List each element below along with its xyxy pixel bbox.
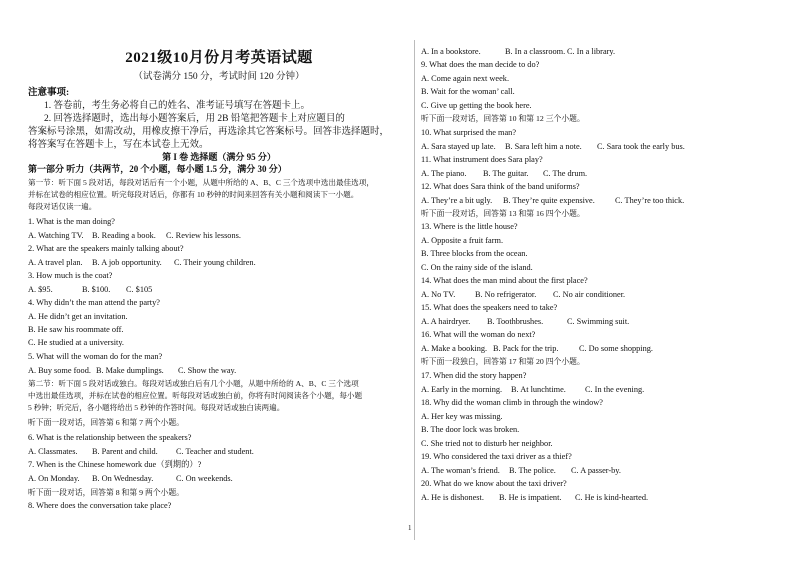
- option-c[interactable]: C. In the evening.: [585, 385, 645, 394]
- question-14: 14. What does the man mind about the first place?: [421, 276, 588, 285]
- option-a[interactable]: A. Classmates.: [28, 446, 92, 457]
- part1-title: 第一部分 听力（共两节，20 个小题，每小题 1.5 分，满分 30 分）: [28, 164, 287, 174]
- question-8: 8. Where does the conversation take place?: [28, 501, 172, 510]
- option-b[interactable]: B. Pack for the trip.: [493, 344, 559, 353]
- option-b[interactable]: B. No refrigerator.: [475, 290, 537, 299]
- option-c[interactable]: C. Show the way.: [178, 366, 237, 375]
- option-b[interactable]: B. A job opportunity.: [92, 258, 162, 267]
- option-b[interactable]: B. $100.: [82, 285, 111, 294]
- column-divider: [414, 40, 415, 540]
- page-number: 1: [408, 524, 412, 532]
- options-3: [28, 284, 152, 295]
- options-11: [421, 168, 587, 179]
- option-b[interactable]: B. On Wednesday.: [92, 474, 154, 483]
- option-c[interactable]: C. Their young children.: [174, 258, 256, 267]
- right-column: [421, 0, 771, 561]
- question-9: 9. What does the man decide to do?: [421, 60, 540, 69]
- option-a[interactable]: A. The woman’s friend.: [421, 466, 500, 475]
- options-14: [421, 289, 625, 300]
- note-line: 答案标号涂黑，如需改动，用橡皮擦干净后，再选涂其它答案标号。回答非选择题时，: [28, 127, 390, 137]
- question-4: 4. Why didn’t the man attend the party?: [28, 298, 160, 307]
- option-c[interactable]: C. Teacher and student.: [176, 447, 254, 456]
- option-c[interactable]: C. On the rainy side of the island.: [421, 263, 533, 272]
- option-a[interactable]: A. Make a booking.: [421, 344, 488, 353]
- option-b[interactable]: B. Reading a book.: [92, 231, 156, 240]
- option-c[interactable]: C. In a library.: [567, 47, 616, 56]
- option-b[interactable]: B. Wait for the woman’ call.: [421, 87, 515, 96]
- question-13: 13. Where is the little house?: [421, 222, 518, 231]
- options-6-real: [28, 446, 254, 457]
- option-a[interactable]: A. Early in the morning.: [421, 385, 503, 394]
- instruction-8-9: 听下面一段对话，回答第 8 和第 9 两个小题。: [28, 488, 184, 497]
- question-2: 2. What are the speakers mainly talking about?: [28, 244, 184, 253]
- note-line: 2. 回答选择题时，选出每小题答案后，用 2B 铅笔把答题卡上对应题目的: [44, 114, 345, 124]
- options-2: [28, 257, 256, 268]
- option-a[interactable]: A. Her key was missing.: [421, 412, 503, 421]
- option-a[interactable]: A. Watching TV.: [28, 231, 84, 240]
- notes-heading: 注意事项:: [28, 88, 70, 98]
- option-c[interactable]: C. Do some shopping.: [579, 344, 653, 353]
- instruction-13-16: 听下面一段对话，回答第 13 和第 16 四个小题。: [421, 209, 585, 218]
- option-c[interactable]: C. No air conditioner.: [553, 290, 626, 299]
- options-19: [421, 465, 621, 476]
- options-15: [421, 316, 629, 327]
- option-c[interactable]: C. On weekends.: [176, 474, 233, 483]
- option-c[interactable]: C. She tried not to disturb her neighbor.: [421, 439, 553, 448]
- options-17: [421, 384, 644, 395]
- note-line: 1. 答卷前，考生务必将自己的姓名、准考证号填写在答题卡上。: [44, 101, 311, 111]
- option-a[interactable]: A. $95.: [28, 285, 53, 294]
- option-c[interactable]: C. The drum.: [543, 169, 588, 178]
- question-1: 1. What is the man doing?: [28, 217, 115, 226]
- left-column: [28, 0, 410, 561]
- option-a[interactable]: A. In a bookstore.: [421, 47, 481, 56]
- option-b[interactable]: B. Sara left him a note.: [505, 142, 582, 151]
- question-18: 18. Why did the woman climb in through the window?: [421, 398, 603, 407]
- exam-title: 2021级10月份月考英语试题: [125, 50, 313, 66]
- question-11: 11. What instrument does Sara play?: [421, 155, 543, 164]
- option-b[interactable]: B. Three blocks from the ocean.: [421, 249, 528, 258]
- option-b[interactable]: B. The guitar.: [483, 169, 529, 178]
- option-c[interactable]: C. Give up getting the book here.: [421, 101, 532, 110]
- instruction-line: 并标在试卷的相应位置。听完每段对话后，你都有 10 秒钟的时间来回答有关小题和阅读下一小题。: [28, 190, 359, 199]
- option-a[interactable]: A. He is dishonest.: [421, 493, 484, 502]
- instruction-6-7: 听下面一段对话，回答第 6 和第 7 两个小题。: [28, 418, 184, 427]
- option-c[interactable]: C. Sara took the early bus.: [597, 142, 685, 151]
- options-1: [28, 230, 241, 241]
- option-c[interactable]: C. He studied at a university.: [28, 338, 125, 347]
- note-line: 将答案写在答题卡上，写在本试卷上无效。: [28, 140, 209, 150]
- option-a[interactable]: A. A hairdryer.: [421, 317, 471, 326]
- option-a[interactable]: A. He didn’t get an invitation.: [28, 312, 128, 321]
- option-c[interactable]: C. They’re too thick.: [615, 196, 685, 205]
- option-b[interactable]: B. They’re quite expensive.: [503, 196, 595, 205]
- option-b[interactable]: B. Toothbrushes.: [487, 317, 544, 326]
- option-b[interactable]: B. Make dumplings.: [96, 366, 164, 375]
- question-19: 19. Who considered the taxi driver as a thief?: [421, 452, 572, 461]
- options-8: [421, 46, 615, 57]
- section1-title: 第 I 卷 选择题（满分 95 分）: [162, 152, 276, 162]
- options-7: [28, 473, 233, 484]
- option-b[interactable]: B. The door lock was broken.: [421, 425, 520, 434]
- question-5: 5. What will the woman do for the man?: [28, 352, 163, 361]
- options-16: [421, 343, 653, 354]
- instruction-10-12: 听下面一段对话，回答第 10 和第 12 三个小题。: [421, 114, 585, 123]
- question-6: 6. What is the relationship between the speakers?: [28, 433, 192, 442]
- instruction-line: 中选出最佳选项，并标在试卷的相应位置。听每段对话或独白前，你将有时间阅读各个小题，每小题: [28, 391, 363, 400]
- option-a[interactable]: A. A travel plan.: [28, 258, 83, 267]
- option-a[interactable]: A. They’re a bit ugly.: [421, 196, 493, 205]
- option-c[interactable]: C. A passer-by.: [571, 466, 621, 475]
- option-a[interactable]: A. Opposite a fruit farm.: [421, 236, 504, 245]
- instruction-line: 每段对话仅读一遍。: [28, 202, 97, 211]
- option-b[interactable]: B. He saw his roommate off.: [28, 325, 124, 334]
- option-b[interactable]: B. The police.: [509, 466, 556, 475]
- instruction-line: 第二节：听下面 5 段对话或独白。每段对话或独白后有几个小题，从题中所给的 A、B、C 三个选项: [28, 379, 359, 388]
- question-12: 12. What does Sara think of the band uniforms?: [421, 182, 580, 191]
- option-a[interactable]: A. Sara stayed up late.: [421, 142, 496, 151]
- option-a[interactable]: A. The piano.: [421, 169, 467, 178]
- question-7: 7. When is the Chinese homework due（到期的）?: [28, 460, 202, 469]
- option-b[interactable]: B. He is impatient.: [499, 493, 562, 502]
- question-15: 15. What does the speakers need to take?: [421, 303, 558, 312]
- option-b[interactable]: B. At lunchtime.: [511, 385, 566, 394]
- question-17: 17. When did the story happen?: [421, 371, 527, 380]
- instruction-line: 5 秒钟；听完后，各小题将给出 5 秒钟的作答时间。每段对话或独白读两遍。: [28, 403, 285, 412]
- option-a[interactable]: A. Buy some food.: [28, 366, 91, 375]
- options-20: [421, 492, 648, 503]
- question-10: 10. What surprised the man?: [421, 128, 517, 137]
- option-b[interactable]: B. Parent and child.: [92, 447, 158, 456]
- instruction-17-20: 听下面一段独白，回答第 17 和第 20 四个小题。: [421, 357, 585, 366]
- option-c[interactable]: C. Review his lessons.: [166, 231, 241, 240]
- option-c[interactable]: C. He is kind-hearted.: [575, 493, 649, 502]
- exam-subtitle: （试卷满分 150 分，考试时间 120 分钟）: [133, 72, 305, 82]
- question-16: 16. What will the woman do next?: [421, 330, 536, 339]
- option-a[interactable]: A. No TV.: [421, 290, 456, 299]
- option-b[interactable]: B. In a classroom.: [505, 47, 566, 56]
- option-c[interactable]: C. $105: [126, 285, 153, 294]
- options-10: [421, 141, 685, 152]
- instruction-line: 第一节：听下面 5 段对话，每段对话后有一个小题，从题中所给的 A、B、C 三个选项中选出最佳选项，: [28, 178, 374, 187]
- question-20: 20. What do we know about the taxi driver?: [421, 479, 567, 488]
- option-c[interactable]: C. Swimming suit.: [567, 317, 630, 326]
- options-12: [421, 195, 684, 206]
- option-a[interactable]: A. Come again next week.: [421, 74, 510, 83]
- options-5: [28, 365, 236, 376]
- question-3: 3. How much is the coat?: [28, 271, 113, 280]
- option-a[interactable]: A. On Monday.: [28, 474, 80, 483]
